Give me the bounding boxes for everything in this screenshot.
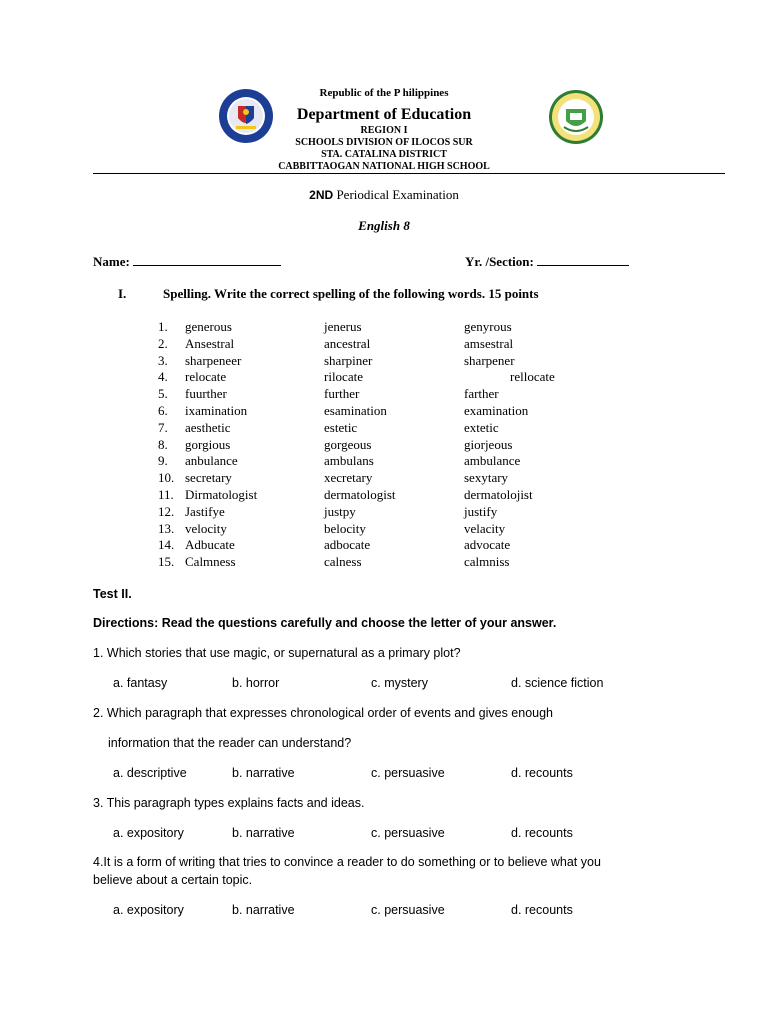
item-number: 2. bbox=[158, 335, 168, 351]
spelling-choice-a: gorgious bbox=[185, 436, 231, 452]
spelling-choice-c: extetic bbox=[464, 419, 499, 435]
spelling-choice-c: justify bbox=[464, 503, 498, 519]
spelling-choice-b: rilocate bbox=[324, 369, 363, 385]
option[interactable]: b. narrative bbox=[232, 903, 295, 917]
question-3-options bbox=[0, 826, 768, 842]
spelling-choice-a: Ansestral bbox=[185, 335, 235, 351]
test2-title: Test II. bbox=[93, 587, 132, 601]
spelling-choice-a: anbulance bbox=[185, 453, 238, 469]
item-number: 8. bbox=[158, 436, 168, 452]
spelling-choice-c: genyrous bbox=[464, 319, 512, 334]
spelling-choice-a: relocate bbox=[185, 369, 227, 385]
item-number: 7. bbox=[158, 419, 168, 435]
spelling-choice-b: justpy bbox=[324, 503, 356, 519]
spelling-choice-a: generous bbox=[185, 319, 232, 334]
spelling-choice-c: ambulance bbox=[464, 453, 521, 469]
spelling-choice-b: jenerus bbox=[324, 319, 362, 334]
spelling-choice-b: gorgeous bbox=[324, 436, 372, 452]
spelling-choice-c: calmniss bbox=[464, 554, 510, 570]
spelling-choice-c: velacity bbox=[464, 520, 506, 536]
spelling-choice-a: secretary bbox=[185, 470, 232, 486]
spelling-choice-b: ambulans bbox=[324, 453, 374, 469]
question-3: 3. This paragraph types explains facts and ideas. bbox=[93, 796, 365, 810]
question-4-options bbox=[0, 903, 768, 919]
header-divider bbox=[93, 173, 725, 174]
spelling-choice-a: Dirmatologist bbox=[185, 486, 258, 502]
item-number: 12. bbox=[158, 503, 175, 519]
name-label: Name: bbox=[93, 254, 130, 269]
department-title: Department of Education bbox=[296, 106, 472, 123]
spelling-choice-a: ixamination bbox=[185, 402, 248, 418]
question-1-options bbox=[0, 676, 768, 692]
spelling-choice-b: adbocate bbox=[324, 537, 371, 553]
spelling-choice-a: aesthetic bbox=[185, 419, 231, 435]
spelling-choice-c: giorjeous bbox=[464, 436, 513, 452]
spelling-choice-a: Jastifye bbox=[185, 503, 225, 519]
school-line: CABBITTAOGAN NATIONAL HIGH SCHOOL bbox=[278, 161, 490, 172]
section-label: Yr. /Section: bbox=[465, 254, 534, 269]
option[interactable]: c. persuasive bbox=[371, 826, 445, 840]
spelling-choice-b: further bbox=[324, 386, 360, 402]
spelling-choice-a: velocity bbox=[185, 520, 227, 536]
spelling-choice-c: dermatolojist bbox=[464, 486, 533, 502]
option[interactable]: d. recounts bbox=[511, 826, 573, 840]
exam-title: 2ND Periodical Examination bbox=[309, 187, 459, 202]
spelling-choice-c: examination bbox=[464, 402, 529, 418]
spelling-choice-b: dermatologist bbox=[324, 486, 396, 502]
spelling-choice-a: Calmness bbox=[185, 554, 236, 570]
option[interactable]: c. mystery bbox=[371, 676, 428, 690]
spelling-choice-c: sexytary bbox=[464, 470, 509, 486]
spelling-choice-b: estetic bbox=[324, 419, 358, 435]
item-number: 15. bbox=[158, 554, 175, 570]
section-blank[interactable] bbox=[537, 253, 629, 266]
spelling-choice-b: calness bbox=[324, 554, 362, 570]
item-number: 1. bbox=[158, 319, 168, 334]
question-2-options bbox=[0, 766, 768, 782]
spelling-choice-c: sharpener bbox=[464, 352, 515, 368]
item-number: 13. bbox=[158, 520, 175, 536]
section-field bbox=[465, 253, 629, 270]
item-number: 5. bbox=[158, 386, 168, 402]
option[interactable]: a. descriptive bbox=[113, 766, 187, 780]
spelling-choice-b: ancestral bbox=[324, 335, 371, 351]
question-1: 1. Which stories that use magic, or supernatural as a primary plot? bbox=[93, 646, 461, 660]
question-2-line2: information that the reader can understand? bbox=[108, 736, 352, 750]
subject-title: English 8 bbox=[358, 218, 410, 233]
question-4: 4.It is a form of writing that tries to convince a reader to do something or to believe what you bbox=[93, 855, 601, 869]
item-number: 9. bbox=[158, 453, 168, 469]
spelling-choice-c: rellocate bbox=[510, 369, 555, 385]
option[interactable]: c. persuasive bbox=[371, 766, 445, 780]
spelling-choice-c: farther bbox=[464, 386, 499, 402]
option[interactable]: d. recounts bbox=[511, 766, 573, 780]
spelling-choice-b: xecretary bbox=[324, 470, 373, 486]
option[interactable]: b. narrative bbox=[232, 766, 295, 780]
region-line: REGION I bbox=[360, 125, 408, 136]
republic-line: Republic of the P hilippines bbox=[319, 87, 449, 99]
spelling-choice-a: fuurther bbox=[185, 386, 227, 402]
option[interactable]: d. recounts bbox=[511, 903, 573, 917]
test1-numeral: I. bbox=[118, 286, 127, 301]
division-line: SCHOOLS DIVISION OF ILOCOS SUR bbox=[295, 137, 473, 148]
spelling-choice-a: Adbucate bbox=[185, 537, 235, 553]
spelling-choice-a: sharpeneer bbox=[185, 352, 242, 368]
item-number: 6. bbox=[158, 402, 168, 418]
name-field bbox=[93, 253, 281, 270]
spelling-choice-b: belocity bbox=[324, 520, 366, 536]
question-4-line2: believe about a certain topic. bbox=[93, 873, 253, 887]
option[interactable]: a. expository bbox=[113, 903, 184, 917]
option[interactable]: a. expository bbox=[113, 826, 184, 840]
test2-directions: Directions: Read the questions carefully and choose the letter of your answer. bbox=[93, 616, 557, 630]
spelling-choice-c: amsestral bbox=[464, 335, 514, 351]
item-number: 4. bbox=[158, 369, 168, 385]
option[interactable]: b. horror bbox=[232, 676, 280, 690]
item-number: 11. bbox=[158, 486, 174, 502]
district-line: STA. CATALINA DISTRICT bbox=[321, 149, 447, 160]
test1-instruction: Spelling. Write the correct spelling of the following words. 15 points bbox=[163, 286, 539, 301]
option[interactable]: b. narrative bbox=[232, 826, 295, 840]
item-number: 3. bbox=[158, 352, 168, 368]
option[interactable]: c. persuasive bbox=[371, 903, 445, 917]
option[interactable]: a. fantasy bbox=[113, 676, 168, 690]
spelling-choice-b: esamination bbox=[324, 402, 387, 418]
spelling-choice-c: advocate bbox=[464, 537, 511, 553]
spelling-choice-b: sharpiner bbox=[324, 352, 373, 368]
item-number: 10. bbox=[158, 470, 175, 486]
item-number: 14. bbox=[158, 537, 175, 553]
name-blank[interactable] bbox=[133, 253, 281, 266]
option[interactable]: d. science fiction bbox=[511, 676, 604, 690]
question-2: 2. Which paragraph that expresses chronological order of events and gives enough bbox=[93, 706, 554, 720]
